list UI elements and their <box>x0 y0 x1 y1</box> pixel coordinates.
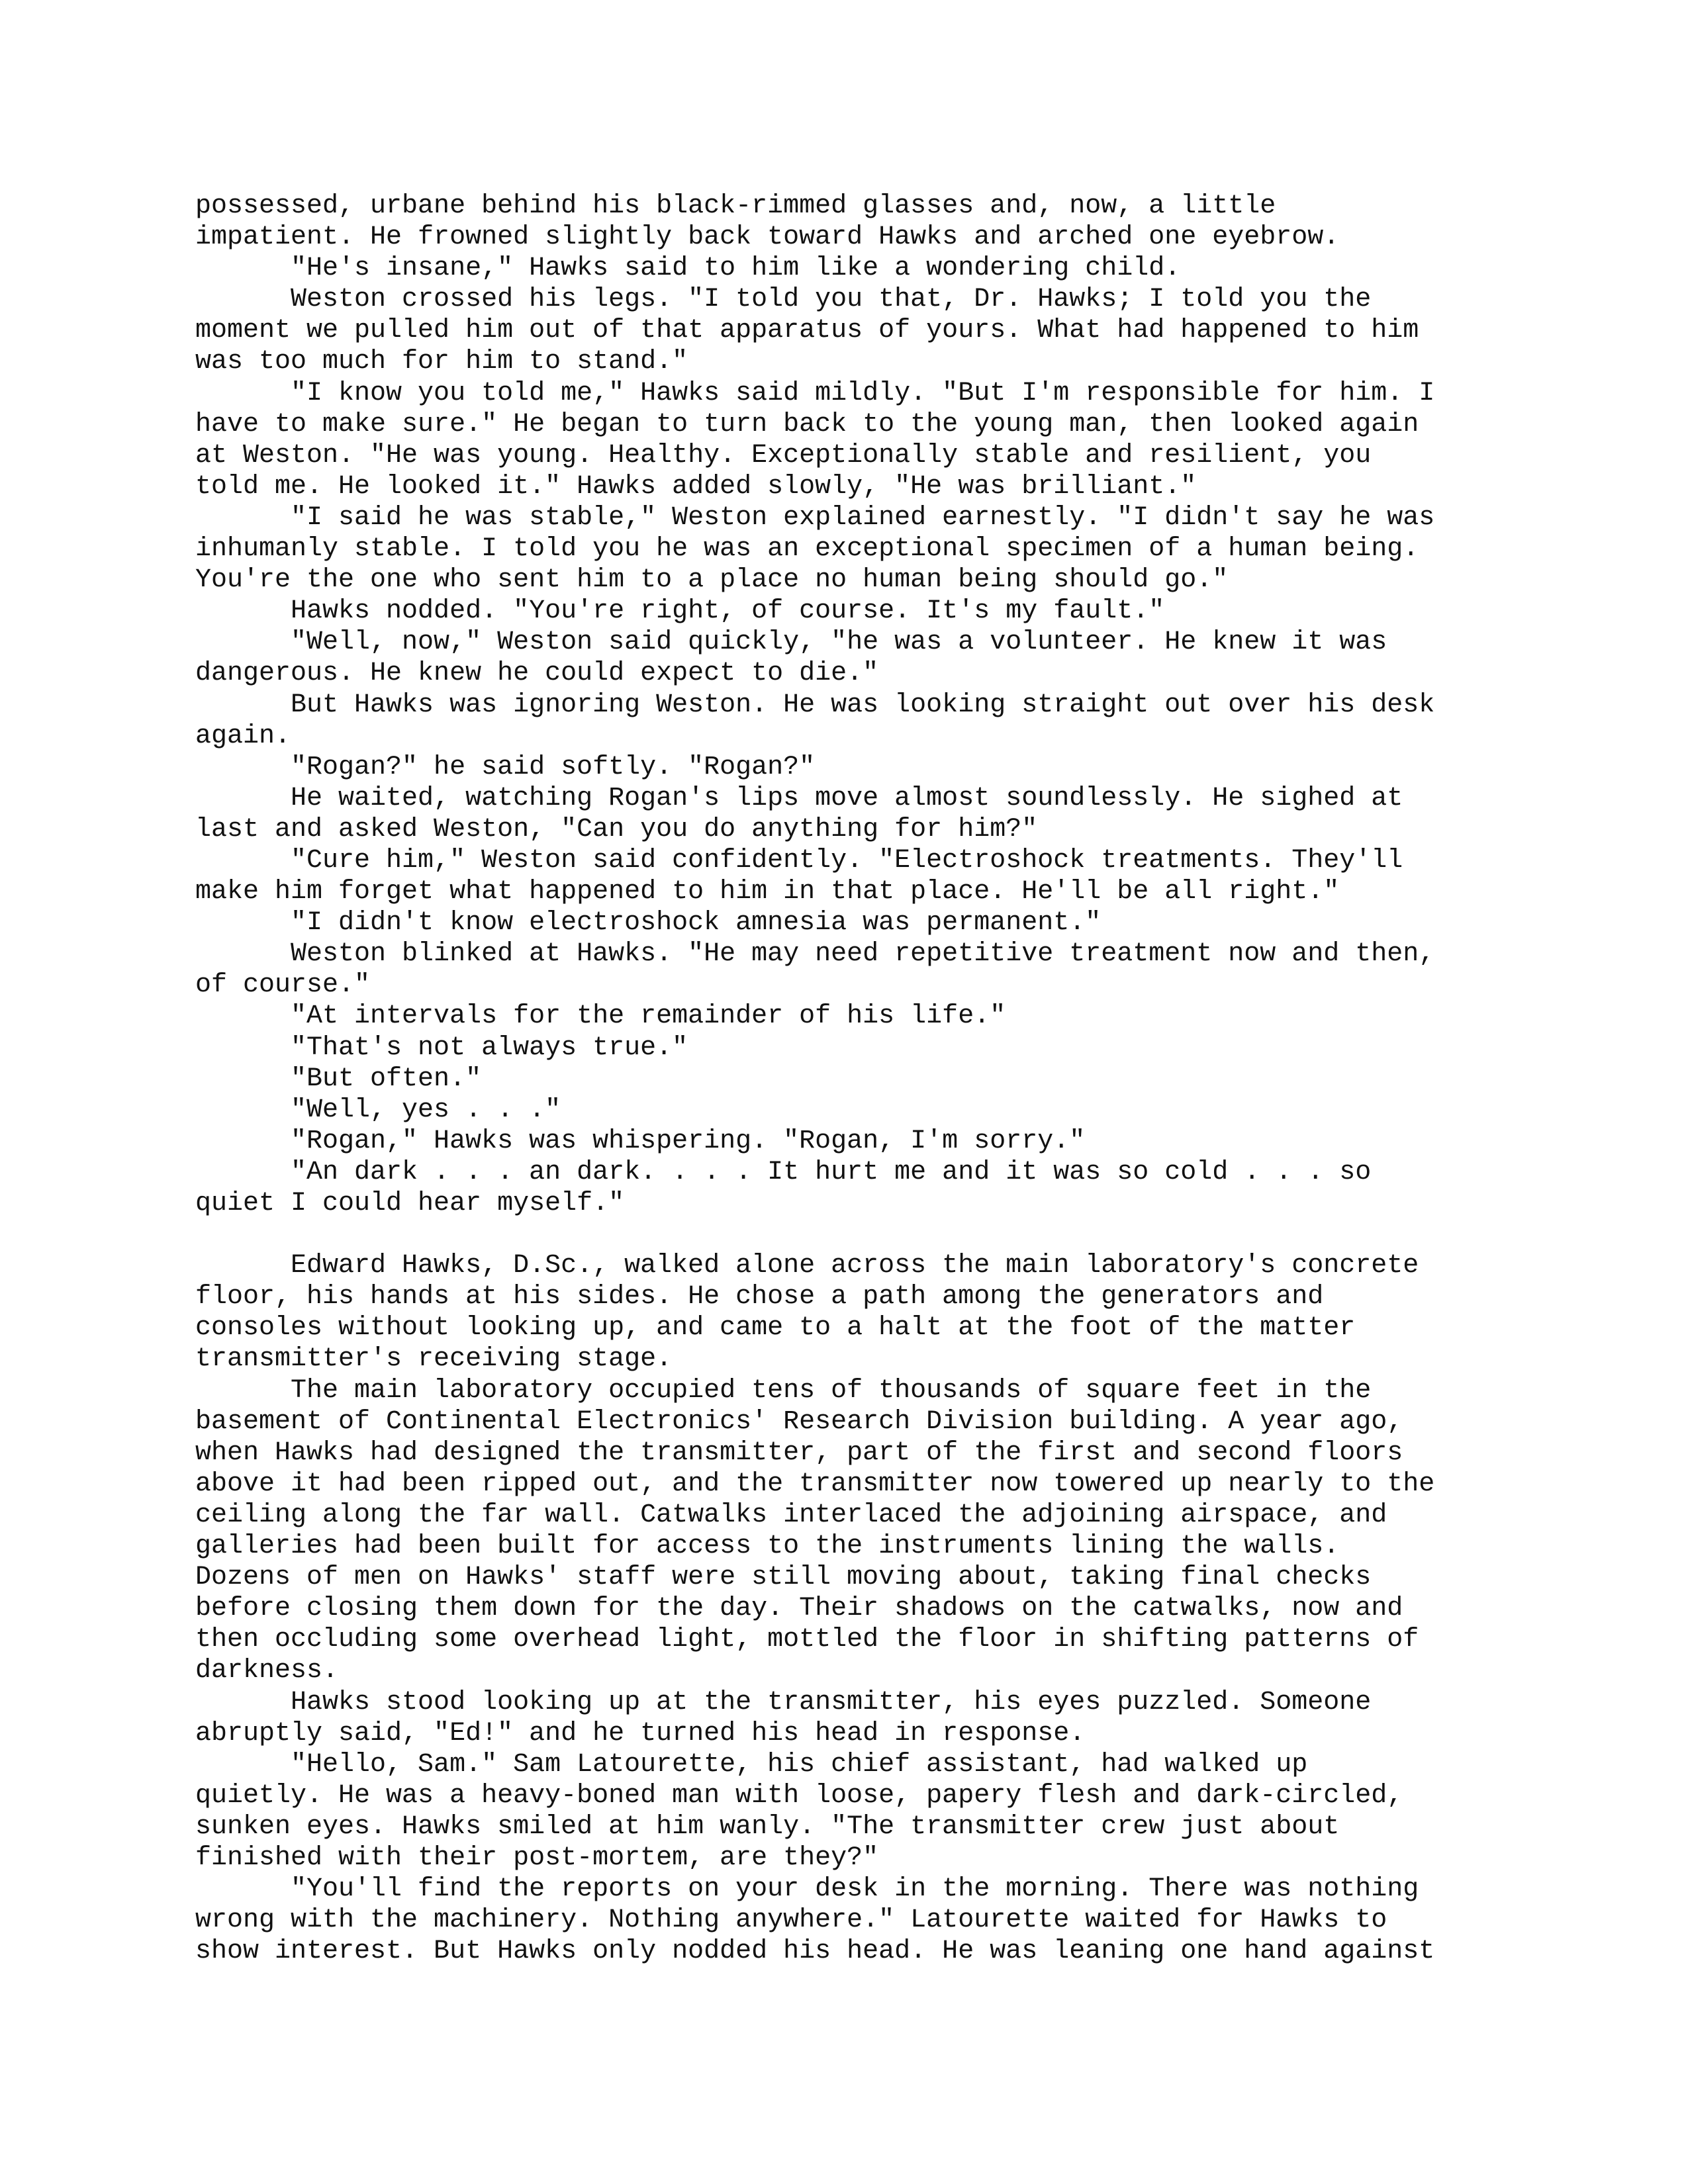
text-line: told me. He looked it." Hawks added slowly, "He was brilliant." <box>195 471 1197 502</box>
text-line: Dozens of men on Hawks' staff were still moving about, taking final checks <box>195 1563 1372 1593</box>
text-line: Weston blinked at Hawks. "He may need repetitive treatment now and then, <box>195 939 1435 970</box>
paragraph <box>195 1095 1519 1126</box>
paragraph <box>195 1375 1519 1687</box>
text-line: You're the one who sent him to a place no human being should go." <box>195 565 1229 596</box>
text-line: show interest. But Hawks only nodded his head. He was leaning one hand against <box>195 1936 1435 1967</box>
text-line: "Rogan?" he said softly. "Rogan?" <box>195 752 816 782</box>
text-line: impatient. He frowned slightly back toward Hawks and arched one eyebrow. <box>195 222 1340 253</box>
text-line: last and asked Weston, "Can you do anything for him?" <box>195 814 1038 844</box>
text-line: then occluding some overhead light, mottled the floor in shifting patterns of <box>195 1625 1419 1655</box>
text-line: "Well, now," Weston said quickly, "he was a volunteer. He knew it was <box>195 627 1387 658</box>
paragraph <box>195 378 1519 502</box>
text-line: "Hello, Sam." Sam Latourette, his chief assistant, had walked up <box>195 1749 1308 1780</box>
text-line: "That's not always true." <box>195 1032 688 1063</box>
text-line: before closing them down for the day. Their shadows on the catwalks, now and <box>195 1594 1403 1624</box>
paragraph <box>195 253 1519 284</box>
text-line: ceiling along the far wall. Catwalks interlaced the adjoining airspace, and <box>195 1500 1387 1530</box>
paragraph <box>195 284 1519 377</box>
paragraph <box>195 783 1519 845</box>
paragraph <box>195 845 1519 907</box>
text-line: "I said he was stable," Weston explained earnestly. "I didn't say he was <box>195 502 1435 533</box>
paragraph <box>195 596 1519 627</box>
paragraph <box>195 1250 1519 1375</box>
text-line: "At intervals for the remainder of his life." <box>195 1001 1006 1032</box>
text-line: finished with their post-mortem, are they?" <box>195 1843 879 1873</box>
text-line: of course." <box>195 970 371 1001</box>
text-line: moment we pulled him out of that apparatus of yours. What had happened to him <box>195 316 1419 346</box>
paragraph <box>195 752 1519 783</box>
text-line: have to make sure." He began to turn back to the young man, then looked again <box>195 409 1419 439</box>
text-line: He waited, watching Rogan's lips move almost soundlessly. He sighed at <box>195 783 1403 813</box>
paragraph <box>195 1749 1519 1874</box>
text-line: Edward Hawks, D.Sc., walked alone across the main laboratory's concrete <box>195 1251 1419 1281</box>
paragraph <box>195 1126 1519 1157</box>
text-line: "I didn't know electroshock amnesia was permanent." <box>195 908 1102 938</box>
text-line: quietly. He was a heavy-boned man with loose, papery flesh and dark-circled, <box>195 1780 1403 1811</box>
paragraph <box>195 1157 1519 1219</box>
text-line: make him forget what happened to him in that place. He'll be all right." <box>195 877 1340 907</box>
text-line: "But often." <box>195 1064 482 1094</box>
text-line: "Rogan," Hawks was whispering. "Rogan, I'm sorry." <box>195 1126 1086 1156</box>
text-line: floor, his hands at his sides. He chose a path among the generators and <box>195 1282 1324 1312</box>
text-line: wrong with the machinery. Nothing anywhere." Latourette waited for Hawks to <box>195 1905 1387 1936</box>
paragraph <box>195 1032 1519 1064</box>
text-line: basement of Continental Electronics' Research Division building. A year ago, <box>195 1406 1403 1437</box>
text-line: inhumanly stable. I told you he was an exceptional specimen of a human being. <box>195 534 1419 565</box>
paragraph <box>195 907 1519 938</box>
paragraph <box>195 502 1519 596</box>
text-line: at Weston. "He was young. Healthy. Exceptionally stable and resilient, you <box>195 440 1372 471</box>
paragraph <box>195 191 1519 253</box>
text-line: darkness. <box>195 1656 339 1686</box>
paragraph <box>195 1687 1519 1749</box>
section-break <box>195 1219 1519 1250</box>
text-line: The main laboratory occupied tens of thousands of square feet in the <box>195 1375 1372 1406</box>
paragraph <box>195 627 1519 689</box>
text-line: abruptly said, "Ed!" and he turned his head in response. <box>195 1718 1086 1749</box>
text-line: sunken eyes. Hawks smiled at him wanly. "The transmitter crew just about <box>195 1811 1340 1842</box>
text-line: "He's insane," Hawks said to him like a wondering child. <box>195 253 1181 284</box>
text-line: was too much for him to stand." <box>195 347 688 377</box>
text-line: "I know you told me," Hawks said mildly. "But I'm responsible for him. I <box>195 378 1435 408</box>
text-line: quiet I could hear myself." <box>195 1189 625 1218</box>
text-line: "An dark . . . an dark. . . . It hurt me and it was so cold . . . so <box>195 1157 1372 1187</box>
text-line: transmitter's receiving stage. <box>195 1344 673 1375</box>
text-line: But Hawks was ignoring Weston. He was looking straight out over his desk <box>195 690 1435 720</box>
paragraph <box>195 690 1519 752</box>
text-line: consoles without looking up, and came to a halt at the foot of the matter <box>195 1313 1356 1343</box>
paragraph <box>195 938 1519 1001</box>
text-line: Hawks nodded. "You're right, of course. It's my fault." <box>195 596 1165 627</box>
paragraph <box>195 1064 1519 1095</box>
text-line: above it had been ripped out, and the transmitter now towered up nearly to the <box>195 1469 1435 1499</box>
text-line: again. <box>195 721 291 751</box>
paragraph <box>195 1874 1519 1967</box>
body-text <box>195 191 1519 1967</box>
text-line: "Well, yes . . ." <box>195 1095 561 1125</box>
text-line: "Cure him," Weston said confidently. "Electroshock treatments. They'll <box>195 845 1403 876</box>
text-line: dangerous. He knew he could expect to die." <box>195 659 879 689</box>
text-line: possessed, urbane behind his black-rimmed glasses and, now, a little <box>195 191 1276 221</box>
text-line: when Hawks had designed the transmitter, part of the first and second floors <box>195 1437 1403 1468</box>
text-line: galleries had been built for access to the instruments lining the walls. <box>195 1531 1340 1562</box>
text-line: "You'll find the reports on your desk in the morning. There was nothing <box>195 1874 1419 1905</box>
text-line: Hawks stood looking up at the transmitter, his eyes puzzled. Someone <box>195 1687 1372 1717</box>
paragraph <box>195 1001 1519 1032</box>
text-line: Weston crossed his legs. "I told you that, Dr. Hawks; I told you the <box>195 285 1372 315</box>
